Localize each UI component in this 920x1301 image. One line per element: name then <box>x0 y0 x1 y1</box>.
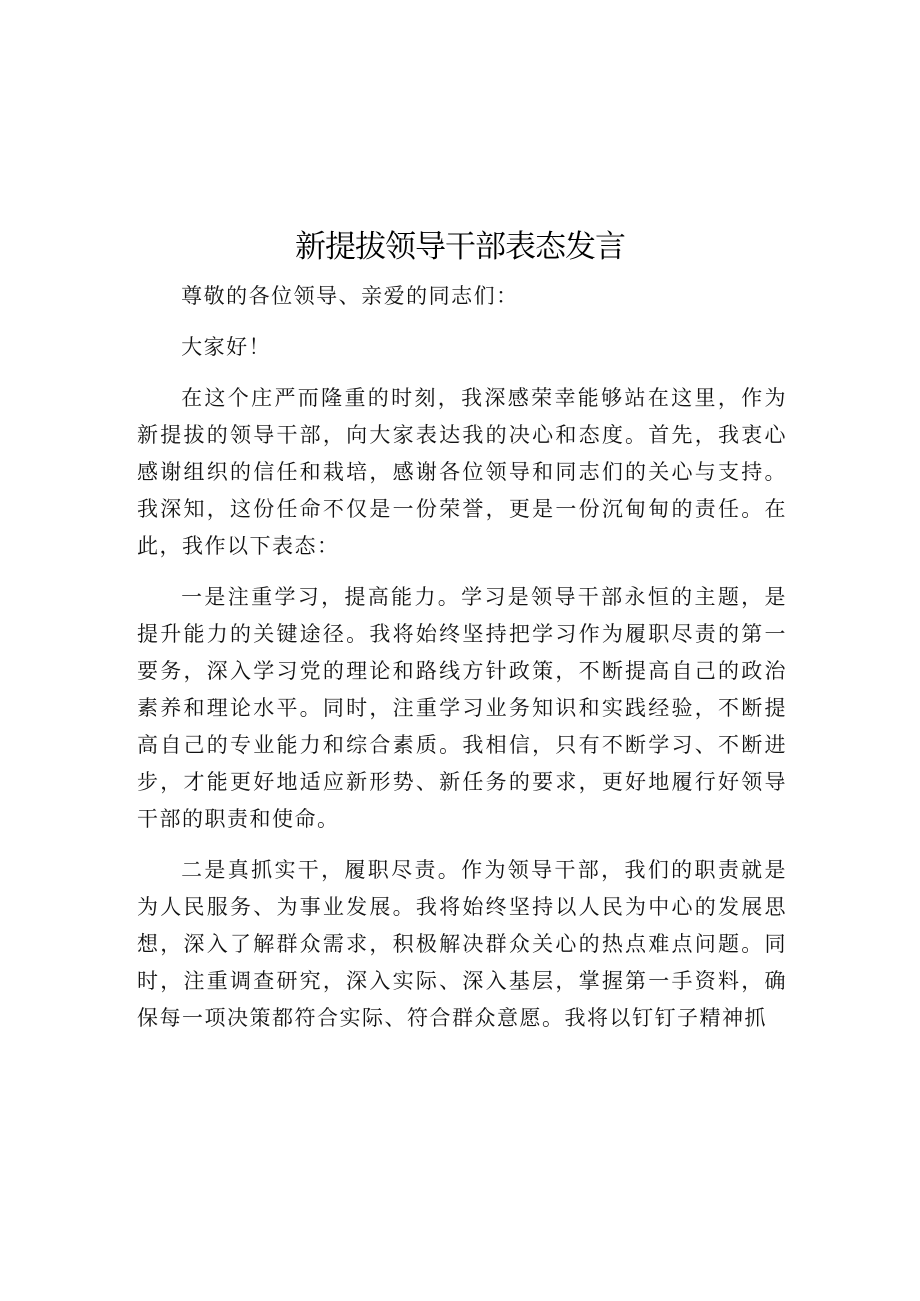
paragraph-intro: 在这个庄严而隆重的时刻，我深感荣幸能够站在这里，作为新提拔的领导干部，向大家表达我的决心和态度。首先，我衷心感谢组织的信任和栽培，感谢各位领导和同志们的关心与支持。我深知，这份任命不仅是一份荣誉，更是一份沉甸甸的责任。在此，我作以下表态： <box>137 386 787 558</box>
paragraph-work: 二是真抓实干，履职尽责。作为领导干部，我们的职责就是为人民服务、为事业发展。我将始终坚持以人民为中心的发展思想，深入了解群众需求，积极解决群众关心的热点难点问题。同时，注重调查研究，深入实际、深入基层，掌握第一手资料，确保每一项决策都符合实际、符合群众意愿。我将以钉钉子精神抓 <box>137 858 787 1030</box>
document-title: 新提拔领导干部表态发言 <box>295 229 625 265</box>
greeting: 大家好！ <box>181 335 272 359</box>
paragraph-study: 一是注重学习，提高能力。学习是领导干部永恒的主题，是提升能力的关键途径。我将始终坚持把学习作为履职尽责的第一要务，深入学习党的理论和路线方针政策，不断提高自己的政治素养和理论水平。同时，注重学习业务知识和实践经验，不断提高自己的专业能力和综合素质。我相信，只有不断学习、不断进步，才能更好地适应新形势、新任务的要求，更好地履行好领导干部的职责和使命。 <box>137 585 787 831</box>
document-body <box>137 278 787 1051</box>
salutation: 尊敬的各位领导、亲爱的同志们： <box>181 284 519 308</box>
